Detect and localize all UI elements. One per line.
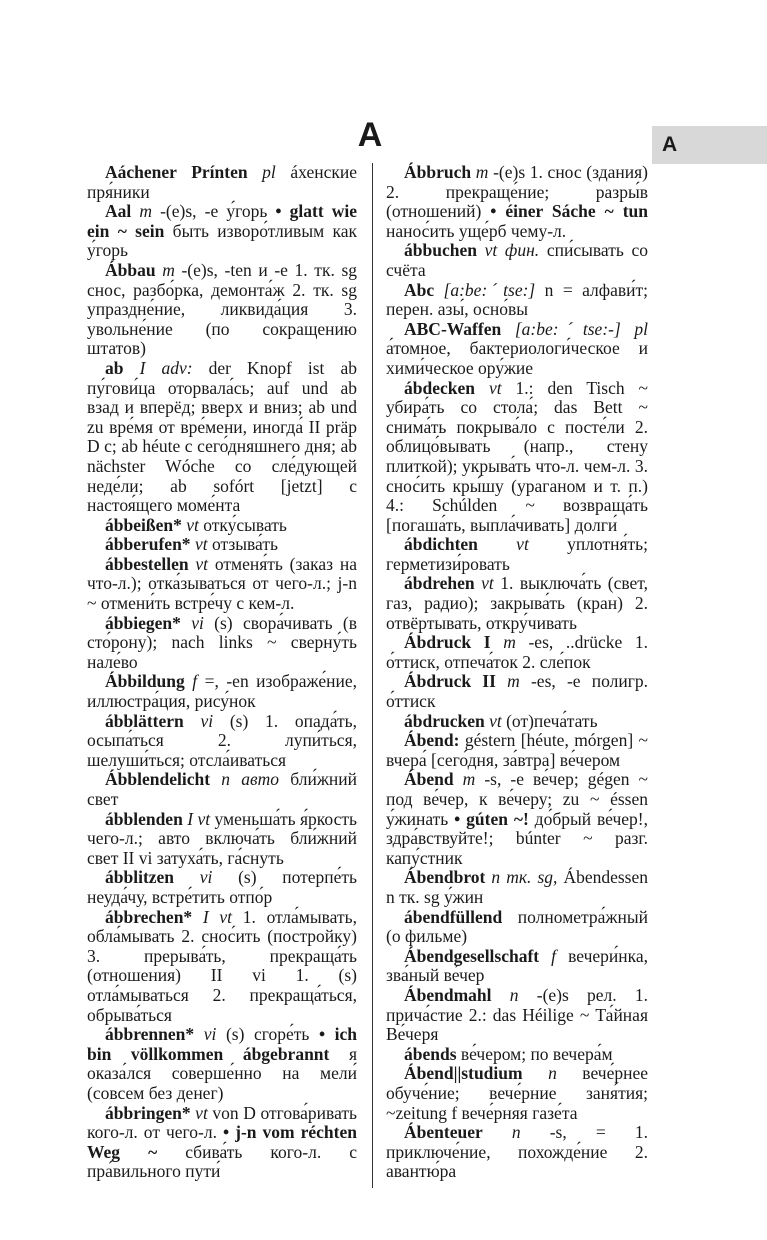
dictionary-entry <box>386 770 648 868</box>
idiom-translation: сбива́ть кого-л. с пра́вильного пути́ <box>87 1141 357 1182</box>
idiom-phrase: • éiner Sáche ~ tun <box>490 201 649 222</box>
idiom-phrase: • glatt wie ein ~ sein <box>87 201 358 241</box>
headword: ábendfüllend <box>404 906 503 927</box>
headword: Ábendmahl <box>404 984 492 1005</box>
definition: вече́рнее обуче́ние; вече́рние заня́тия; ~zeitung f вече́рняя газе́та <box>386 1063 648 1123</box>
grammar-note: m <box>475 162 489 182</box>
right-column <box>386 163 648 1182</box>
definition: ве́чером; по вечера́м <box>460 1043 613 1064</box>
definition: 1. отла́мывать, обла́мывать 2. снос́ить (постройку) 3. прерыва́ть, прекраща́ть (отношения) II vi 1. (s) отла́мываться 2. прекраща́ться, обрыва́ться <box>87 906 357 1025</box>
grammar-note: n тк. sg, <box>491 867 558 888</box>
dictionary-entry <box>87 261 357 359</box>
idiom-phrase: • gúten ~! <box>454 808 529 829</box>
grammar-note: I adv: <box>139 357 193 378</box>
dictionary-entry <box>386 1123 648 1182</box>
grammar-note: m <box>162 259 175 280</box>
definition: отменя́ть (заказ на что-л.); отка́зываться от чего-л.; j-n ~ отмени́ть встре́чу с кем-л. <box>87 553 357 614</box>
dictionary-entry <box>87 810 357 869</box>
definition: 1. выключа́ть (свет, газ, радио); закрыва́ть (кран) 2. отвёртывать, откру́чивать <box>386 573 649 633</box>
grammar-note: pl <box>262 162 276 182</box>
headword: Ábdruck II <box>404 671 496 692</box>
headword: Ábblendelicht <box>105 769 211 790</box>
definition: n = алфави́т; перен. азы́, осно́вы <box>386 279 648 320</box>
grammar-note: vi <box>199 867 213 888</box>
dictionary-entry <box>386 1045 648 1065</box>
dictionary-entry <box>386 320 648 379</box>
grammar-note: vt <box>516 534 529 555</box>
definition: (от)печа́тать <box>506 710 598 731</box>
dictionary-entry <box>87 555 357 614</box>
grammar-note: m <box>462 769 476 790</box>
grammar-note: I vt <box>187 808 211 829</box>
dictionary-entry <box>386 672 648 711</box>
grammar-note: vi <box>200 710 214 731</box>
definition: бли́жний свет <box>87 769 358 809</box>
dictionary-entry <box>386 986 648 1045</box>
headword: ábends <box>404 1043 457 1064</box>
grammar-note: m <box>507 671 520 692</box>
definition: -(e)s 1. снос (здания) 2. прекраще́ние; разры́в (отношений) <box>386 162 648 222</box>
dictionary-entry <box>87 712 357 771</box>
definition: -(e)s рел. 1. прича́стие 2.: das Héilige ~ Та́йная Ве́черя <box>386 984 649 1045</box>
definition: полнометра́жный (о фильме) <box>386 906 648 947</box>
dictionary-entry <box>386 868 648 907</box>
headword: ábbestellen <box>105 553 189 574</box>
headword: Aal <box>105 201 132 222</box>
idiom-phrase: • ich bin völlkommen ábgebrannt <box>87 1024 358 1064</box>
idiom-translation: до́брый ве́чер!, здра́вствуйте!; búnter ~ разг. капу́стник <box>386 808 648 868</box>
idiom-translation: нанос́ить уще́рб чему-л. <box>386 220 567 241</box>
headword: ábblenden <box>105 808 183 829</box>
dictionary-entry <box>87 868 357 907</box>
grammar-note: vi <box>191 612 204 633</box>
headword: Ábdruck I <box>404 632 491 653</box>
definition: а́томное, бактериологи́ческое и хими́ческое ору́жие <box>386 338 648 378</box>
grammar-note: n <box>509 984 519 1005</box>
definition: géstern [héute, mórgen] ~ вчера́ [сего́дня, за́втра] ве́чером <box>386 730 648 770</box>
headword: ábberufen* <box>105 534 191 555</box>
definition: -(e)s, -ten и -e 1. тк. sg снос, разбо́рка, демонта́ж 2. тк. sg упраздне́ние, ликвида́ция 3. увольне́ние (по сокращению штатов) <box>87 259 358 359</box>
headword: ábbiegen* <box>105 612 181 633</box>
definition: вечери́нка, зва́ный ве́чер <box>386 945 648 986</box>
headword: Ábendbrot <box>404 867 486 888</box>
dictionary-entry <box>87 163 357 202</box>
grammar-note: vt <box>195 553 209 574</box>
grammar-note: vt <box>488 377 502 398</box>
definition: =, -en изображе́ние, иллюстра́ция, рису́нок <box>87 671 358 712</box>
definition: (s) сгоре́ть <box>225 1024 310 1045</box>
grammar-note: [a:be:ˊtse:] <box>443 279 536 300</box>
grammar-note: vt <box>195 1102 208 1123</box>
grammar-note: m <box>503 632 516 653</box>
dictionary-entry <box>386 281 648 320</box>
headword: Ábenteuer <box>404 1122 483 1143</box>
definition: (s) свора́чивать (в сто́рону); nach links ~ сверну́ть нале́во <box>87 612 357 672</box>
dictionary-entry <box>386 163 648 241</box>
dictionary-entry <box>386 731 648 770</box>
thumb-index-letter: A <box>662 133 678 156</box>
left-column <box>87 163 357 1182</box>
dictionary-entry <box>87 614 357 673</box>
dictionary-entry <box>386 712 648 732</box>
dictionary-entry <box>87 908 357 1026</box>
definition: -es, -e полигр. о́ттиск <box>386 671 649 712</box>
headword: Ábend: <box>404 730 460 751</box>
grammar-note: vt фин. <box>484 240 540 261</box>
idiom-translation: я оказа́лся соверше́нно на мели́ (совсем без денег) <box>87 1043 358 1103</box>
headword: Ábbildung <box>105 671 185 692</box>
dictionary-entry <box>386 379 648 536</box>
definition: -(e)s, -e у́горь <box>160 201 268 222</box>
grammar-note: m <box>139 201 152 222</box>
definition: -es, ..drücke 1. о́ттиск, отпеча́ток 2. сле́пок <box>386 632 648 672</box>
headword: ABC-Waffen <box>404 318 502 339</box>
section-letter: A <box>357 116 383 154</box>
headword: Ábbau <box>105 259 156 280</box>
grammar-note: vt <box>186 514 199 535</box>
dictionary-entry <box>386 633 648 672</box>
definition: уплотня́ть; герметизи́ровать <box>386 534 648 574</box>
dictionary-entry <box>87 516 357 536</box>
headword: Ábbruch <box>404 162 472 182</box>
definition: 1.: den Tisch ~ убира́ть со стола́; das Bett ~ снима́ть покрыва́ло с посте́ли 2. облицо́вывать (напр., стену плиткой); укрыва́ть что-л. чем-л. 3. снос́ить кры́шу (ураганом и т. п.) 4.: Schúlden ~ возвраща́ть [погаша́ть, выпла́чивать] долги́ <box>386 377 649 535</box>
definition: (s) 1. опада́ть, осыпа́ться 2. лупи́ться, шелуши́ться; отсла́иваться <box>87 710 358 770</box>
headword: Aáchener Prínten <box>105 162 248 182</box>
definition: отку́сывать <box>203 514 287 535</box>
dictionary-entry <box>386 908 648 947</box>
headword: ábbrechen* <box>105 906 193 927</box>
dictionary-entry <box>87 535 357 555</box>
headword: ábblättern <box>105 710 184 731</box>
headword: ábblitzen <box>105 867 175 888</box>
dictionary-entry <box>87 672 357 711</box>
grammar-note: n <box>511 1122 521 1143</box>
grammar-note: [a:be:ˊtse:-] pl <box>514 318 649 339</box>
definition: áхенские пря́ники <box>87 162 358 202</box>
grammar-note: f <box>192 671 198 692</box>
headword: Ábend||studium <box>404 1063 523 1084</box>
definition: -s, -e ве́чер; gégen ~ под ве́чер, к ве́черу; zu ~ éssen у́жинать <box>386 769 649 829</box>
headword: ábbringen* <box>105 1102 191 1123</box>
idiom-translation: быть изворо́тливым как у́горь <box>87 220 357 261</box>
definition: спи́сывать со счёта <box>386 240 649 280</box>
definition: уменьша́ть я́ркость чего-л.; авто включа́ть бли́жний свет II vi затуха́ть, га́снуть <box>87 808 358 868</box>
definition: der Knopf ist ab пу́гови́ца оторвала́сь; auf und ab взад и вперёд; вверх и вниз; ab und zu вре́мя от вре́мени, иногда́ II präp D c; ab héute с сего́дняшнего дня; ab nächster Wóche со сле́дующей неде́ли; ab sofórt [jetzt] с настоя́щего моме́нта <box>87 357 357 516</box>
grammar-note: vt <box>194 534 208 555</box>
headword: Abc <box>404 279 435 300</box>
dictionary-entry <box>386 535 648 574</box>
dictionary-entry <box>87 770 357 809</box>
headword: ábbeißen* <box>105 514 182 535</box>
dictionary-entry <box>386 947 648 986</box>
headword: ábbrennen* <box>105 1024 195 1045</box>
grammar-note: f <box>551 945 557 966</box>
headword: Ábendgesellschaft <box>404 945 540 966</box>
headword: Ábend <box>404 769 454 790</box>
dictionary-entry <box>87 1025 357 1103</box>
dictionary-entry <box>87 359 357 516</box>
definition: отзыва́ть <box>211 534 278 555</box>
dictionary-entry <box>87 202 357 261</box>
thumb-index-tab <box>652 126 767 164</box>
dictionary-entry <box>386 1064 648 1123</box>
headword: ábdecken <box>404 377 475 398</box>
headword: ab <box>105 357 124 378</box>
definition: -s, = 1. приключе́ние, похожде́ние 2. авантю́ра <box>386 1122 648 1182</box>
headword: ábdichten <box>404 534 478 555</box>
grammar-note: vi <box>203 1024 217 1045</box>
definition: von D отгова́ривать кого-л. от чего-л. <box>87 1102 358 1143</box>
headword: ábbuchen <box>404 240 477 261</box>
grammar-note: n авто <box>221 769 280 790</box>
grammar-note: I vt <box>202 906 233 927</box>
grammar-note: vt <box>489 710 502 731</box>
definition: (s) потерпе́ть неуда́чу, встре́тить отпо́р <box>87 867 358 907</box>
dictionary-entry <box>386 241 648 280</box>
grammar-note: vt <box>481 573 494 594</box>
idiom-phrase: • j-n vom réchten Weg ~ <box>87 1122 357 1162</box>
definition: Ábendessen n тк. sg у́жин <box>386 867 649 907</box>
grammar-note: n <box>548 1063 557 1084</box>
headword: ábdrehen <box>404 573 475 594</box>
column-divider <box>372 163 373 1188</box>
dictionary-entry <box>87 1104 357 1182</box>
dictionary-entry <box>386 574 648 633</box>
headword: ábdrucken <box>404 710 485 731</box>
